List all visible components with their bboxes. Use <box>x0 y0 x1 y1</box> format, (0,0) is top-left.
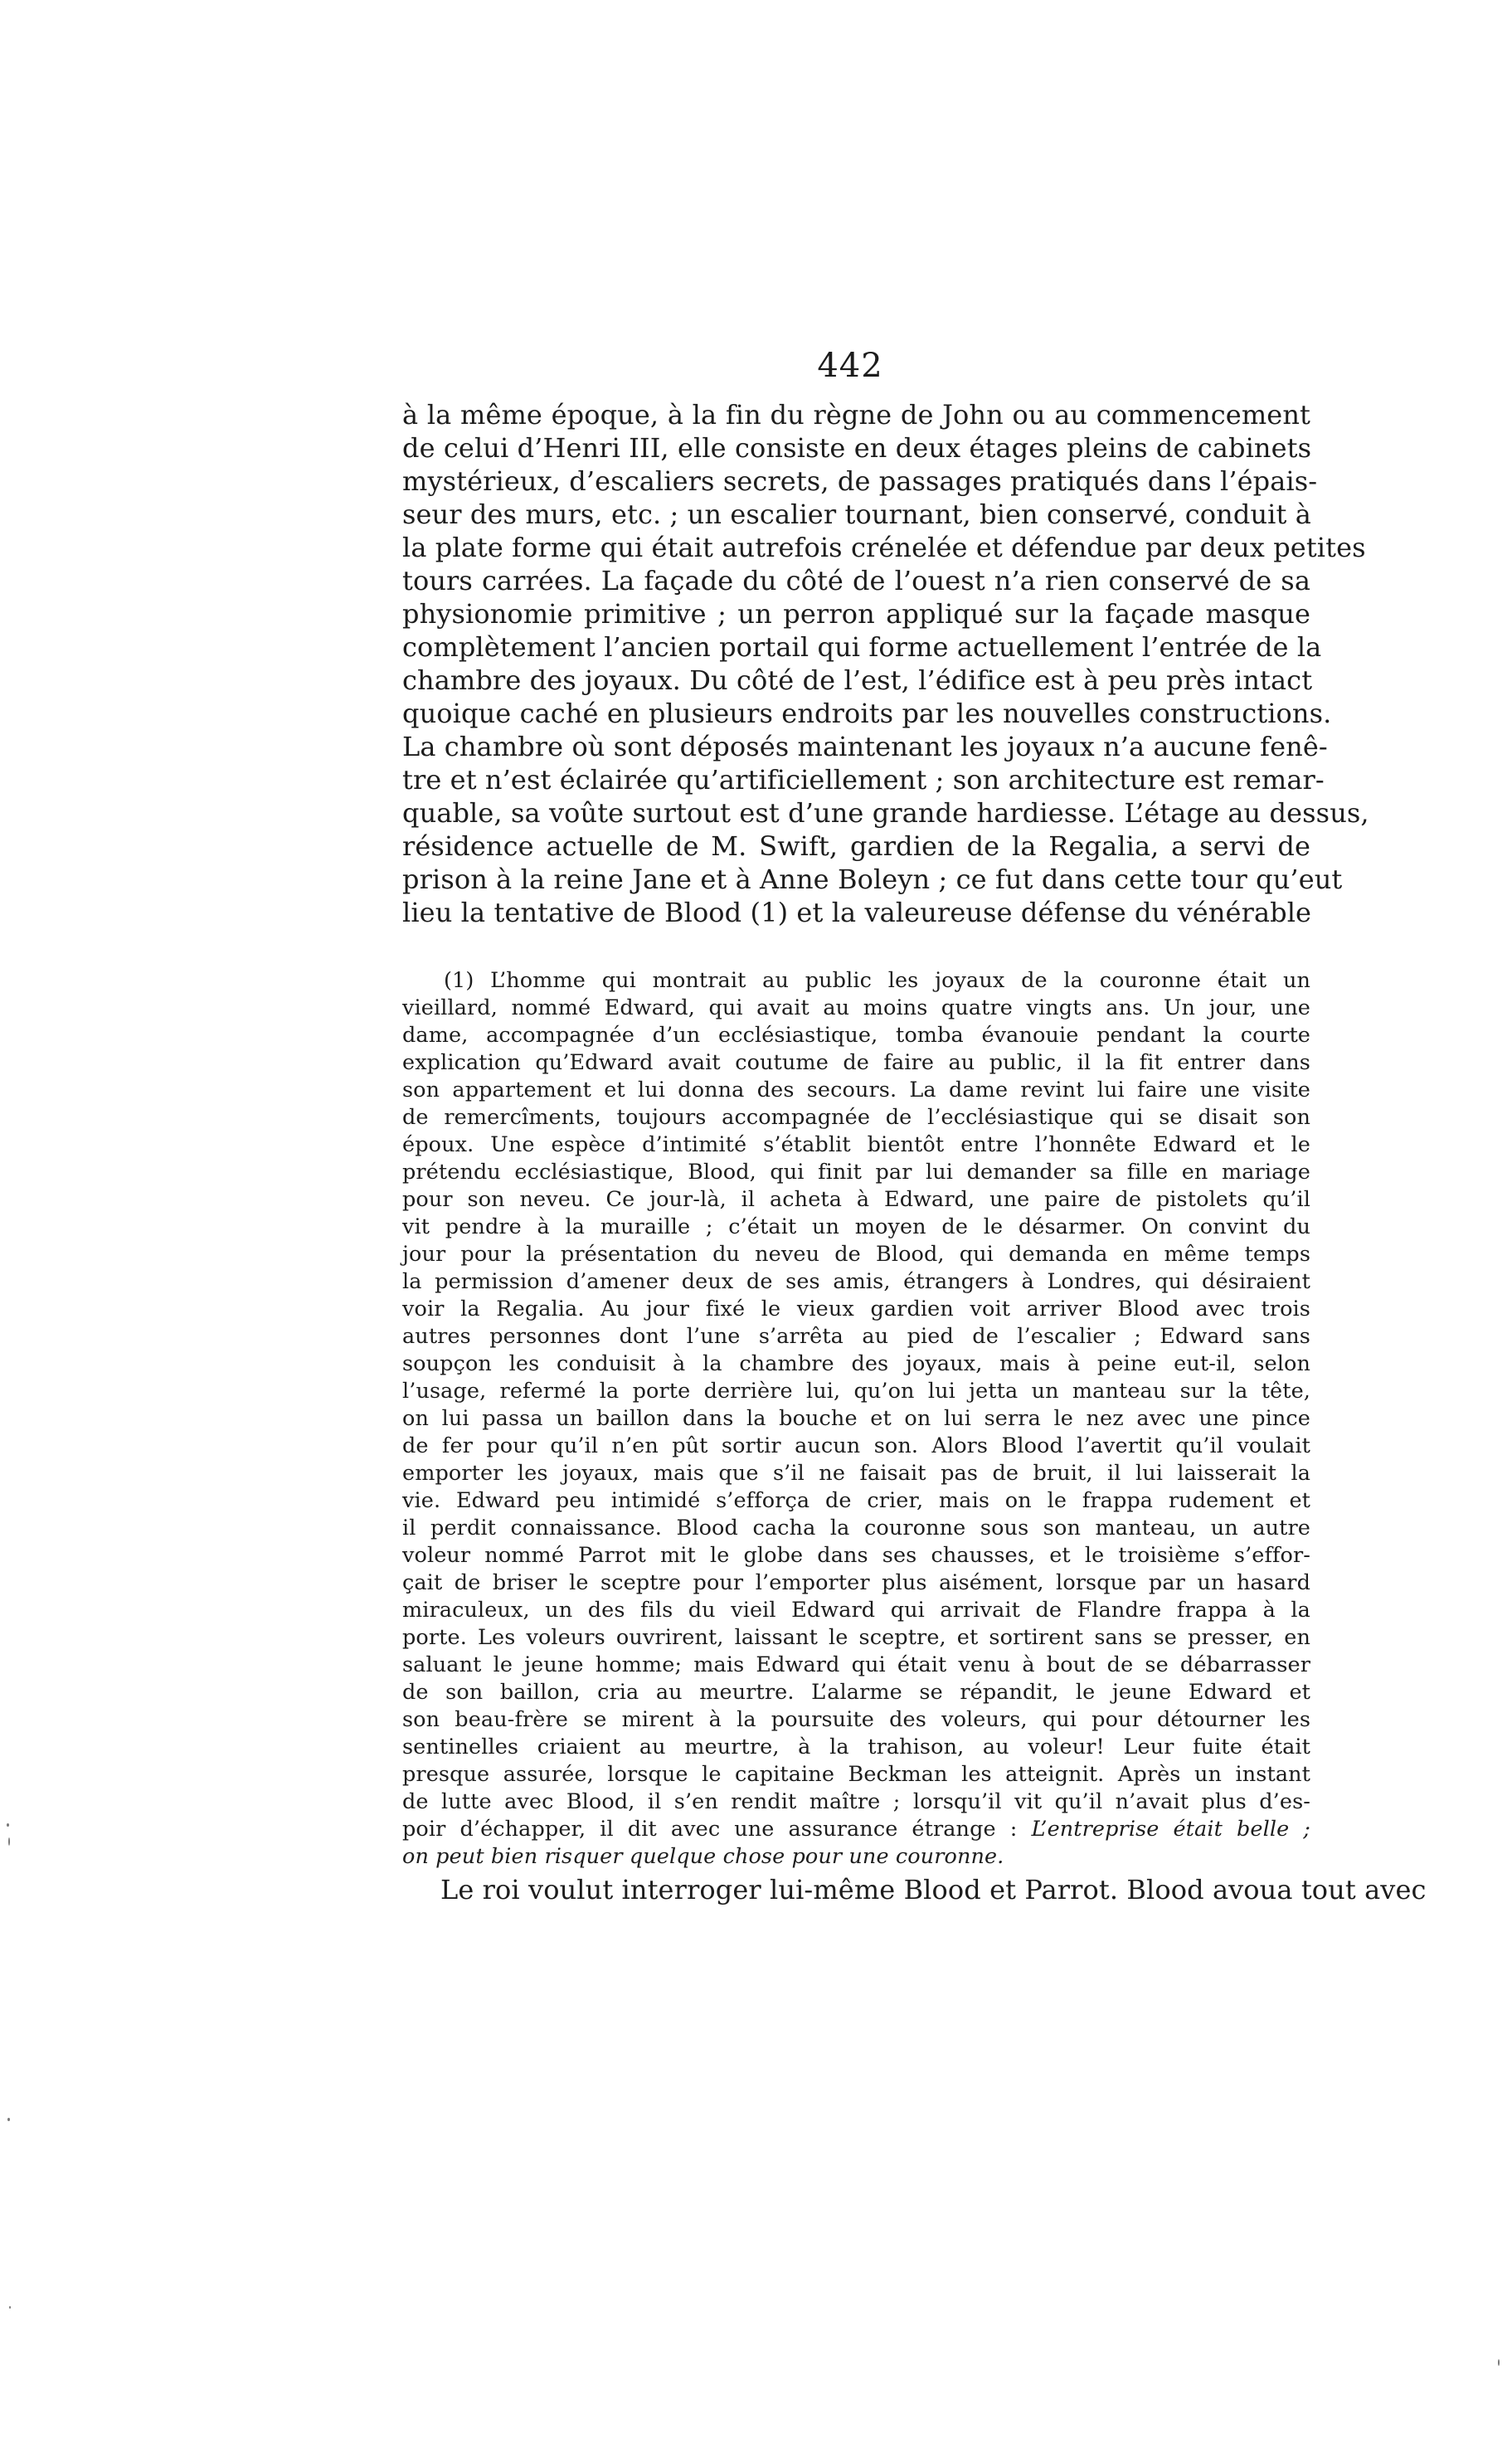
footnote-quote: L’entreprise était belle ; <box>1031 1817 1310 1842</box>
body-line: résidence actuelle de M. Swift, gardien de la Regalia, a servi de <box>402 830 1310 862</box>
footnote-line: voleur nommé Parrot mit le globe dans ses chausses, et le troisième s’effor- <box>402 1543 1310 1568</box>
footnote-line: autres personnes dont l’une s’arrêta au pied de l’escalier ; Edward sans <box>402 1324 1310 1349</box>
footnote-line: de fer pour qu’il n’en pût sortir aucun son. Alors Blood l’avertit qu’il voulait <box>402 1433 1310 1458</box>
footnote-line: son beau-frère se mirent à la poursuite des voleurs, qui pour détourner les <box>402 1707 1310 1732</box>
footnote-line: vit pendre à la muraille ; c’était un moyen de le désarmer. On convint du <box>402 1214 1310 1239</box>
footnote-line: vie. Edward peu intimidé s’efforça de crier, mais on le frappa rudement et <box>402 1488 1310 1513</box>
scan-speck <box>1498 2359 1500 2366</box>
body-line: de celui d’Henri III, elle consiste en deux étages pleins de cabinets <box>402 432 1312 464</box>
body-line: mystérieux, d’escaliers secrets, de passages pratiqués dans l’épais- <box>402 465 1318 497</box>
page-number: 442 <box>817 347 883 385</box>
body-line: quoique caché en plusieurs endroits par les nouvelles constructions. <box>402 698 1332 729</box>
scan-speck <box>7 1823 9 1827</box>
body-line: tre et n’est éclairée qu’artificiellement ; son architecture est remar- <box>402 764 1325 796</box>
footnote-line: de remercîments, toujours accompagnée de l’ecclésiastique qui se disait son <box>402 1105 1310 1130</box>
footnote-line: la permission d’amener deux de ses amis, étrangers à Londres, qui désiraient <box>402 1269 1310 1294</box>
footnote-line <box>402 1816 1310 1842</box>
body-line: prison à la reine Jane et à Anne Boleyn ; ce fut dans cette tour qu’eut <box>402 864 1343 895</box>
body-line: Le roi voulut interroger lui-même Blood et Parrot. Blood avoua tout avec <box>440 1874 1427 1905</box>
body-line: tours carrées. La façade du côté de l’ouest n’a rien conservé de sa <box>402 565 1310 596</box>
footnote-line: prétendu ecclésiastique, Blood, qui finit par lui demander sa fille en mariage <box>402 1160 1310 1185</box>
body-line: complètement l’ancien portail qui forme actuellement l’entrée de la <box>402 631 1322 663</box>
footnote-line: dame, accompagnée d’un ecclésiastique, tomba évanouie pendant la courte <box>402 1023 1310 1048</box>
footnote-line: son appartement et lui donna des secours. La dame revint lui faire une visite <box>402 1078 1310 1102</box>
footnote-line: (1) L’homme qui montrait au public les joyaux de la couronne était un <box>444 968 1310 993</box>
body-line: chambre des joyaux. Du côté de l’est, l’édifice est à peu près intact <box>402 664 1313 696</box>
body-line: la plate forme qui était autrefois crénelée et défendue par deux petites <box>402 532 1366 563</box>
footnote-line: on peut bien risquer quelque chose pour une couronne. <box>402 1844 1004 1869</box>
footnote-line: on lui passa un baillon dans la bouche et on lui serra le nez avec une pince <box>402 1406 1310 1431</box>
body-line: quable, sa voûte surtout est d’une grande hardiesse. L’étage au dessus, <box>402 797 1369 829</box>
scan-speck <box>9 2306 11 2309</box>
footnote-text: poir d’échapper, il dit avec une assurance étrange : <box>402 1817 1018 1842</box>
footnote-line: çait de briser le sceptre pour l’emporter plus aisément, lorsque par un hasard <box>402 1570 1310 1595</box>
footnote-line: soupçon les conduisit à la chambre des joyaux, mais à peine eut-il, selon <box>402 1351 1310 1376</box>
footnote-line: de son baillon, cria au meurtre. L’alarme se répandit, le jeune Edward et <box>402 1680 1310 1705</box>
footnote-line: presque assurée, lorsque le capitaine Beckman les atteignit. Après un instant <box>402 1762 1310 1787</box>
footnote-line: il perdit connaissance. Blood cacha la couronne sous son manteau, un autre <box>402 1516 1310 1540</box>
body-line: à la même époque, à la fin du règne de John ou au commencement <box>402 399 1310 431</box>
footnote-line: voir la Regalia. Au jour fixé le vieux gardien voit arriver Blood avec trois <box>402 1297 1310 1321</box>
footnote-line: l’usage, refermé la porte derrière lui, qu’on lui jetta un manteau sur la tête, <box>402 1379 1310 1404</box>
body-line: lieu la tentative de Blood (1) et la valeureuse défense du vénérable <box>402 897 1312 928</box>
body-line: seur des murs, etc. ; un escalier tournant, bien conservé, conduit à <box>402 499 1311 530</box>
footnote-line: emporter les joyaux, mais que s’il ne faisait pas de bruit, il lui laisserait la <box>402 1461 1310 1486</box>
footnote-line: de lutte avec Blood, il s’en rendit maître ; lorsqu’il vit qu’il n’avait plus d’es- <box>402 1789 1310 1814</box>
footnote-line: miraculeux, un des fils du vieil Edward qui arrivait de Flandre frappa à la <box>402 1598 1310 1623</box>
footnote-line: saluant le jeune homme; mais Edward qui était venu à bout de se débarrasser <box>402 1652 1310 1677</box>
footnote-line: jour pour la présentation du neveu de Blood, qui demanda en même temps <box>402 1242 1310 1267</box>
body-line: physionomie primitive ; un perron appliqué sur la façade masque <box>402 598 1310 630</box>
footnote-line: sentinelles criaient au meurtre, à la trahison, au voleur! Leur fuite était <box>402 1735 1310 1759</box>
footnote-line: époux. Une espèce d’intimité s’établit bientôt entre l’honnête Edward et le <box>402 1132 1310 1157</box>
body-line: La chambre où sont déposés maintenant les joyaux n’a aucune fenê- <box>402 731 1328 762</box>
footnote-line: explication qu’Edward avait coutume de faire au public, il la fit entrer dans <box>402 1050 1310 1075</box>
scan-speck <box>7 2118 10 2121</box>
footnote-line: pour son neveu. Ce jour-là, il acheta à Edward, une paire de pistolets qu’il <box>402 1187 1310 1212</box>
scan-speck <box>8 1837 10 1846</box>
footnote-line: porte. Les voleurs ouvrirent, laissant le sceptre, et sortirent sans se presser, en <box>402 1625 1310 1650</box>
footnote-line: vieillard, nommé Edward, qui avait au moins quatre vingts ans. Un jour, une <box>402 995 1310 1020</box>
